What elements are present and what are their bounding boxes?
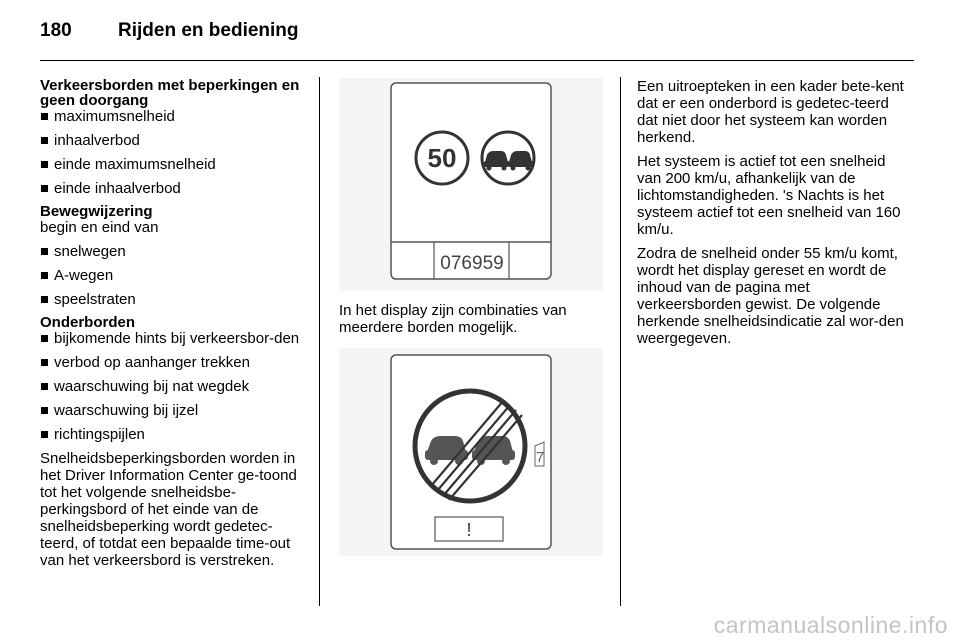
bullet-icon [41, 296, 48, 303]
end-no-overtaking-illustration [339, 348, 603, 556]
signposting-intro: begin en eind van [40, 219, 159, 236]
bullet-icon [41, 185, 48, 192]
list-item: bijkomende hints bij verkeersbor-den [40, 330, 308, 347]
list-item: maximumsnelheid [40, 108, 308, 125]
bullet-icon [41, 272, 48, 279]
speed-limit-number: 50 [427, 143, 457, 173]
speed-limit-sign-illustration [339, 78, 603, 291]
restrictions-list [40, 108, 308, 197]
figure-end-no-overtaking-sign [339, 348, 603, 556]
header-rule [40, 60, 914, 61]
list-item: snelwegen [40, 243, 308, 260]
bullet-icon [41, 359, 48, 366]
page-number: 180 [40, 20, 72, 41]
list-item: waarschuwing bij ijzel [40, 402, 308, 419]
list-item: einde maximumsnelheid [40, 156, 308, 173]
section-heading-signposting: Bewegwijzering [40, 203, 153, 220]
bullet-icon [41, 431, 48, 438]
side-plate-number: 7 [535, 449, 545, 466]
figure-speed-limit-sign [339, 78, 603, 291]
bullet-icon [41, 248, 48, 255]
bullet-icon [41, 407, 48, 414]
bullet-icon [41, 113, 48, 120]
section-heading-subsigns: Onderborden [40, 314, 136, 331]
list-item: A-wegen [40, 267, 308, 284]
bullet-icon [41, 335, 48, 342]
right-column [637, 78, 905, 354]
paragraph-exclamation: Een uitroepteken in een kader bete-kent dat er een onderbord is gedetec-teerd dat niet door het systeem kan worden herkend. [637, 78, 904, 146]
sign-panel [391, 83, 551, 279]
list-item: inhaalverbod [40, 132, 308, 149]
paragraph-reset: Zodra de snelheid onder 55 km/u komt, wordt het display gereset en wordt de inhoud van de pagina met verkeersborden gewist. De volgende herkende snelheidsindicatie zal wor-den weergegeven. [637, 245, 904, 347]
column-divider [319, 77, 320, 606]
figure-caption: In het display zijn combinaties van meerdere borden mogelijk. [339, 302, 567, 336]
list-item: speelstraten [40, 291, 308, 308]
bullet-icon [41, 161, 48, 168]
left-column [40, 78, 308, 569]
list-item: richtingspijlen [40, 426, 308, 443]
signposting-list [40, 243, 308, 308]
list-item: verbod op aanhanger trekken [40, 354, 308, 371]
watermark: carmanualsonline.info [713, 612, 948, 638]
page-header [40, 20, 299, 44]
bullet-icon [41, 383, 48, 390]
section-heading-restrictions: Verkeersborden met beperkingen en geen doorgang [40, 77, 300, 109]
bullet-icon [41, 137, 48, 144]
description-paragraph: Snelheidsbeperkingsborden worden in het Driver Information Center ge-toond tot het volgende snelheidsbe-perkingsbord of het einde van de snelheidsbeperking wordt gedetec-teerd, of totdat een bepaalde time-out van het verkeersbord is verstreken. [40, 450, 297, 569]
sign-code: 076959 [440, 253, 504, 274]
page-title: Rijden en bediening [118, 20, 299, 41]
exclamation-mark: ! [466, 520, 472, 540]
list-item: einde inhaalverbod [40, 180, 308, 197]
paragraph-active-speed: Het systeem is actief tot een snelheid van 200 km/u, afhankelijk van de lichtomstandigheden. 's Nachts is het systeem actief tot een snelheid van 160 km/u. [637, 153, 901, 238]
subsigns-list [40, 330, 308, 443]
list-item: waarschuwing bij nat wegdek [40, 378, 308, 395]
column-divider [620, 77, 621, 606]
